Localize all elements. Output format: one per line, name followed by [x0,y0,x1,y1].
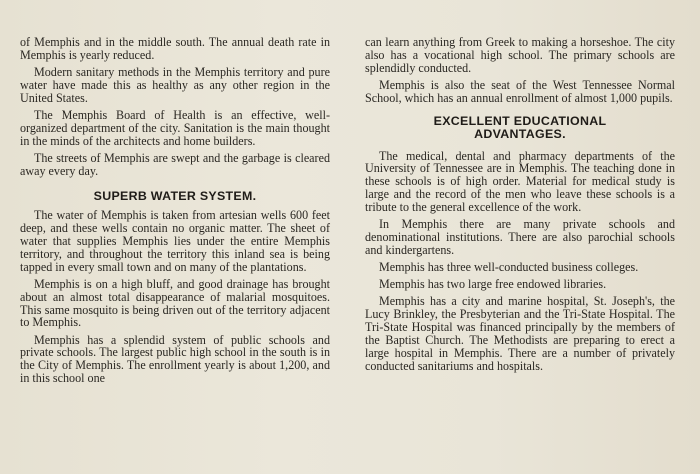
paragraph: Memphis has three well-conducted business colleges. [379,260,639,275]
paragraph: of Memphis and in the middle south. The annual death rate in Memphis is yearly reduced. [20,35,330,62]
paragraph: Memphis has a city and marine hospital, St. Joseph's, the Lucy Brinkley, the Presbyterian and the Tri-State Hospital. The Tri-State Hospital was financed principally by the members of the Baptist Church. The Methodists are preparing to erect a large hospital in Memphis. There are a number of privately conducted sanitariums and hospitals. [365,294,675,373]
section-heading-education [365,115,675,142]
paragraph: Memphis has two large free endowed libraries. [379,277,607,292]
paragraph: can learn anything from Greek to making a horseshoe. The city also has a vocational high school. The primary schools are splendidly conducted. [365,35,675,75]
paragraph: The water of Memphis is taken from artesian wells 600 feet deep, and these wells contain no organic matter. The sheet of water that supplies Memphis lies under the entire Memphis territory, and throughout the territory this inland sea is being tapped in every small town and on many of the plantations. [20,208,330,274]
paragraph: The Memphis Board of Health is an effective, well-organized department of the city. Sanitation is the main thought in the minds of the architects and home builders. [20,107,330,148]
right-column [365,36,675,377]
paragraph: The streets of Memphis are swept and the garbage is cleared away every day. [20,150,330,178]
heading-line: EXCELLENT EDUCATIONAL [433,113,607,128]
paragraph: Memphis is also the seat of the West Tennessee Normal School, which has an annual enrollment of almost 1,000 pupils. [365,77,675,105]
section-heading-water: SUPERB WATER SYSTEM. [93,188,257,203]
paragraph: Memphis is on a high bluff, and good drainage has brought about an almost total disappearance of malarial mosquitoes. This same mosquito is being driven out of the territory adjacent to Memphis. [20,276,330,330]
paragraph: The medical, dental and pharmacy departments of the University of Tennessee are in Memphis. The teaching done in these schools is of high order. Material for medical study is large and the record of the men who leave these schools is a tribute to the general excellence of the work. [365,148,675,215]
left-column [20,36,330,389]
paragraph: In Memphis there are many private schools and denominational institutions. There are also parochial schools and kindergartens. [365,217,675,258]
paragraph: Memphis has a splendid system of public schools and private schools. The largest public high school in the south is in the City of Memphis. The enrollment yearly is about 1,200, and in this school one [20,332,330,386]
paragraph: Modern sanitary methods in the Memphis territory and pure water have made this as healthy as any other region in the United States. [20,65,330,105]
heading-line: ADVANTAGES. [474,127,566,142]
